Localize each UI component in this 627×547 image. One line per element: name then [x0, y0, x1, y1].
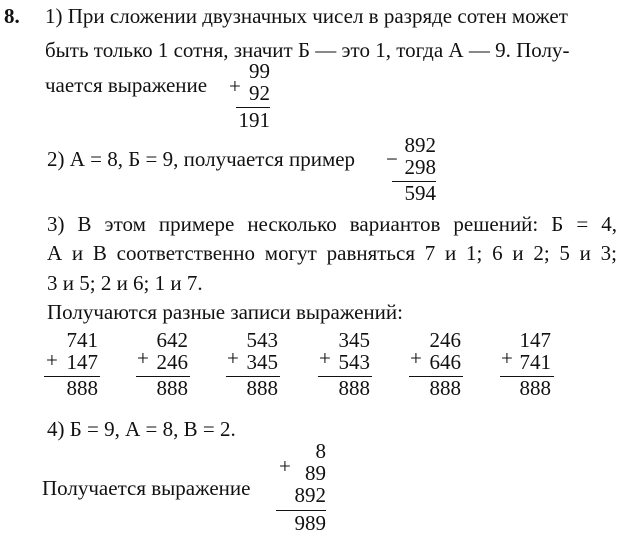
operand-b: 741 — [519, 350, 551, 374]
example-operands — [330, 329, 370, 373]
part2-result: 594 — [404, 181, 436, 205]
example-result: 888 — [429, 376, 461, 400]
example-result: 888 — [66, 376, 98, 400]
operand-b: 646 — [429, 350, 461, 374]
operand-b: 298 — [404, 155, 436, 179]
plus-sign: + — [501, 346, 513, 370]
example-operands — [238, 329, 278, 373]
operand-b: 246 — [156, 350, 188, 374]
operand-a: 246 — [429, 328, 461, 352]
operand-a: 741 — [66, 328, 98, 352]
part1-line1: 1) При сложении двузначных чисел в разряде сотен может — [45, 4, 568, 28]
example-operands — [511, 329, 551, 373]
part4-result: 989 — [294, 511, 326, 535]
operand-b: 89 — [305, 461, 326, 485]
plus-sign: + — [319, 346, 331, 370]
plus-sign: + — [46, 348, 58, 372]
example-operands — [58, 329, 98, 373]
operand-a: 147 — [519, 328, 551, 352]
example-operands — [148, 329, 188, 373]
plus-sign: + — [229, 74, 241, 98]
operand-a: 642 — [156, 328, 188, 352]
example-operands — [421, 329, 461, 373]
plus-sign: + — [279, 454, 291, 478]
minus-sign: − — [386, 147, 398, 171]
part1-operands — [236, 60, 270, 104]
plus-sign: + — [137, 346, 149, 370]
part1-line2: быть только 1 сотня, значит Б — это 1, тогда А — 9. Полу- — [45, 38, 570, 62]
operand-a: 345 — [338, 328, 370, 352]
plus-sign: + — [410, 346, 422, 370]
part2-operands — [396, 134, 436, 178]
operand-a: 99 — [249, 59, 270, 83]
operand-b: 147 — [66, 350, 98, 374]
part4-operands — [286, 440, 326, 506]
example-result: 888 — [338, 376, 370, 400]
example-result: 888 — [156, 376, 188, 400]
operand-a: 892 — [404, 133, 436, 157]
part4-text: 4) Б = 9, А = 8, В = 2. — [47, 417, 236, 441]
part3-line1: 3) В этом примере несколько вариантов решений: Б = 4, — [47, 212, 617, 236]
operand-a: 543 — [246, 328, 278, 352]
part1-result: 191 — [238, 108, 270, 132]
part1-line3: чается выражение — [45, 73, 208, 97]
part3-line3: 3 и 5; 2 и 6; 1 и 7. — [47, 271, 203, 295]
problem-number: 8. — [4, 4, 20, 28]
part4-label: Получается выражение — [42, 476, 251, 500]
operand-b: 345 — [246, 350, 278, 374]
plus-sign: + — [227, 346, 239, 370]
operand-a: 8 — [315, 439, 326, 463]
operand-b: 92 — [249, 81, 270, 105]
example-result: 888 — [519, 376, 551, 400]
operand-b: 543 — [338, 350, 370, 374]
operand-c: 892 — [294, 483, 326, 507]
part3-line4: Получаются разные записи выражений: — [47, 300, 403, 324]
part2-text: 2) А = 8, Б = 9, получается пример — [47, 147, 356, 171]
part3-line2: А и В соответственно могут равняться 7 и 1; 6 и 2; 5 и 3; — [47, 241, 617, 265]
example-result: 888 — [246, 376, 278, 400]
